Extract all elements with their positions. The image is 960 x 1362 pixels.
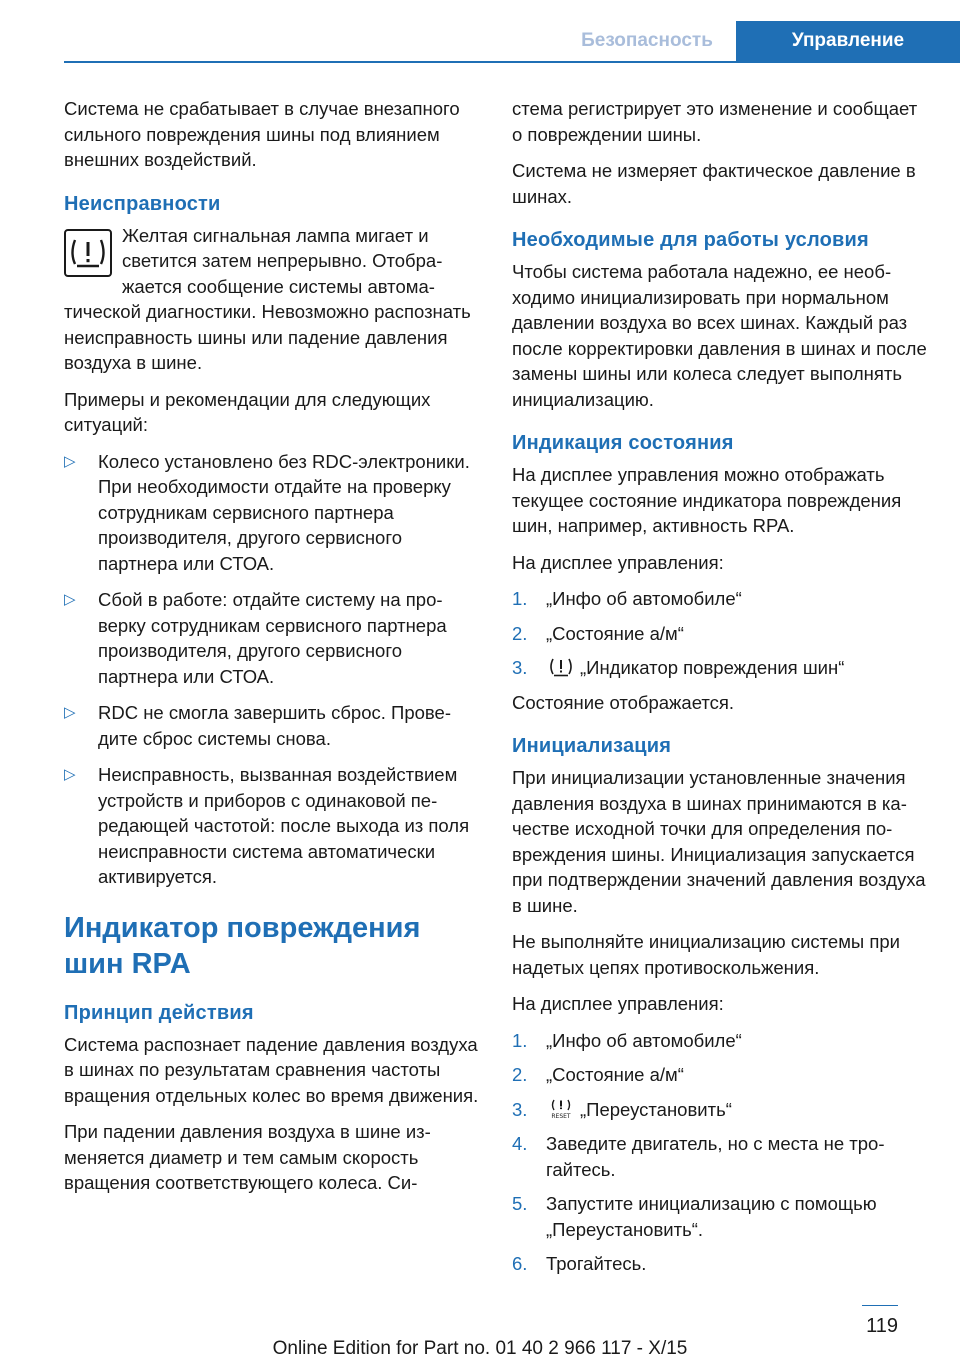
tab-safety[interactable]: Безопасность <box>581 30 713 51</box>
intro-paragraph: Система не срабатывает в случае внезапного сильного повреждения шины под влиянием внешних воздействий. <box>64 98 460 170</box>
list-item: ▷ Колесо установлено без RDC-электроники. При необходимости отдайте на проверку сотрудникам сервисного партнера производителя, другого сервисного партнера или СТОА. <box>64 450 470 574</box>
status-heading: Индикация состояния <box>512 432 734 454</box>
list-item: ▷ Сбой в работе: отдайте систему на проверку сотрудникам сервисного партнера производителя, другого сервисного партнера или СТОА. <box>64 589 447 687</box>
tire-reset-icon <box>548 1099 574 1119</box>
display-label: На дисплее управления: <box>512 993 724 1014</box>
principle-paragraph-1: Система распознает падение давления воздуха в шинах по результатам сравнения частоты вращения отдельных колес во время движения. <box>64 1033 479 1106</box>
list-item: 3. RESET „Переустановить“ <box>512 1098 732 1120</box>
faults-heading: Неисправности <box>64 192 221 215</box>
footer-edition: Online Edition for Part no. 01 40 2 966 117 - X/15 <box>272 1338 688 1359</box>
list-item: 6. Трогайтесь. <box>512 1253 647 1274</box>
requirements-heading: Необходимые для работы условия <box>512 229 869 251</box>
display-label: На дисплее управления: <box>512 551 724 573</box>
faults-block <box>64 223 484 376</box>
continued-paragraph: стема регистрирует это изменение и сообщает о повреждении шины. <box>512 98 918 145</box>
section-title: Индикатор повреждения шин RPA <box>64 911 421 980</box>
list-item: 1. „Инфо об автомобиле“ <box>512 588 742 609</box>
header-rule <box>64 61 960 63</box>
tire-pressure-warning-icon <box>548 657 574 677</box>
status-steps-list <box>512 586 932 681</box>
tire-pressure-warning-icon <box>64 229 112 277</box>
svg-text:RESET: RESET <box>551 1112 571 1119</box>
right-column <box>512 96 932 1286</box>
bullet-marker-icon: ▷ <box>64 591 76 608</box>
faults-text: Желтая сигнальная лампа мигает и светится затем непрерывно. Отображается сообщение системы автоматической диагностики. Невозможно распознать неисправность шины или падение давления воздуха в шине. <box>64 224 471 373</box>
bullet-marker-icon: ▷ <box>64 704 76 721</box>
bullet-marker-icon: ▷ <box>64 452 76 470</box>
list-item: ▷ RDC не смогла завершить сброс. Проведите сброс системы снова. <box>64 702 451 749</box>
tab-controls[interactable]: Управление <box>736 21 960 61</box>
status-text: На дисплее управления можно отображать текущее состояние индикатора повреждения шин, например, активность RPA. <box>512 464 902 536</box>
bullet-marker-icon: ▷ <box>64 766 76 783</box>
status-shown: Состояние отображается. <box>512 691 735 713</box>
page-number: 119 <box>866 1315 898 1337</box>
list-item: 3. „Индикатор повреждения шин“ <box>512 657 845 678</box>
init-paragraph-1: При инициализации установленные значения давления воздуха в шинах принимаются в качестве исходной точки для определения повреждения шины. Инициализация запускается при подтверждении значений давления воздуха в шине. <box>512 767 926 916</box>
list-item: ▷ Неисправность, вызванная воздействием устройств и приборов с одинаковой передающей частотой: после выхода из поля неисправности система автоматически активируется. <box>64 764 470 887</box>
list-item: 5. Запустите инициализацию с помощью „Переустановить“. <box>512 1193 877 1240</box>
init-steps-list <box>512 1028 932 1277</box>
list-item: 2. „Состояние а/м“ <box>512 1064 684 1085</box>
init-paragraph-2: Не выполняйте инициализацию системы при надетых цепях противоскольжения. <box>512 931 901 978</box>
list-item: 4. Заведите двигатель, но с места не трогайтесь. <box>512 1133 885 1180</box>
header-tabs <box>558 21 960 61</box>
principle-heading: Принцип действия <box>64 1001 254 1024</box>
list-item: 1. „Инфо об автомобиле“ <box>512 1029 742 1051</box>
list-item: 2. „Состояние а/м“ <box>512 622 684 644</box>
principle-paragraph-2: При падении давления воздуха в шине изменяется диаметр и тем самым скорость вращения соответствующего колеса. Си- <box>64 1121 431 1193</box>
requirements-text: Чтобы система работала надежно, ее необходимо инициализировать при нормальном давлении воздуха во всех шинах. Каждый раз после корректировки давления в шинах и после замены шины или колеса следует выполнять инициализацию. <box>512 261 927 410</box>
examples-intro: Примеры и рекомендации для следующих ситуаций: <box>64 388 431 435</box>
measure-note: Система не измеряет фактическое давление в шинах. <box>512 160 916 207</box>
left-column <box>64 96 484 1207</box>
fault-examples-list <box>64 449 484 890</box>
page-number-rule <box>862 1305 898 1306</box>
init-heading: Инициализация <box>512 735 672 757</box>
